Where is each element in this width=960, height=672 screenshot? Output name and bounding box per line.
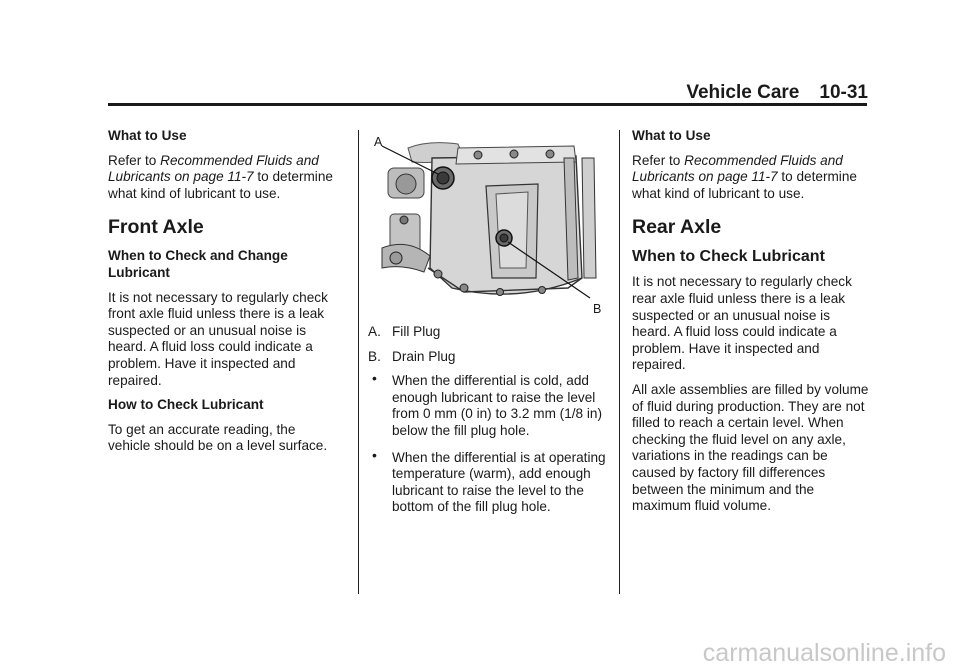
what-to-use-heading: What to Use: [632, 128, 711, 143]
how-to-check-heading: How to Check Lubricant: [108, 397, 264, 413]
callout-a: A: [374, 135, 383, 149]
caption-drain-plug: [368, 349, 608, 366]
section-title: Vehicle Care: [686, 82, 800, 103]
bullet-item-warm: [368, 446, 608, 516]
column-divider-2: [619, 130, 620, 594]
bullet-text: When the differential is cold, add enough lubricant to raise the level from 0 mm (0 in) to 3.2 mm (1/8 in) below the fill plug hole.: [392, 373, 602, 438]
watermark: carmanualsonline.info: [702, 639, 946, 667]
how-to-check-paragraph: To get an accurate reading, the vehicle should be on a level surface.: [108, 421, 328, 454]
caption-fill-plug: [368, 324, 608, 341]
axle-assemblies-paragraph: All axle assemblies are filled by volume of fluid during production. They are not filled to reach a certain level. When checking the fluid level on any axle, variations in the readings can be caused by factory fill differences between the minimum and the maximum fluid volume.: [632, 381, 869, 514]
callout-b: B: [593, 302, 602, 316]
text-span: to determine what kind of lubricant to use.: [632, 169, 857, 201]
running-header: [686, 82, 868, 104]
cross-reference-link[interactable]: Recommended Fluids and Lubricants on page 11-7: [632, 152, 843, 185]
when-to-check-heading: When to Check Lubricant: [632, 248, 825, 266]
caption-letter: A.: [368, 324, 381, 339]
what-to-use-heading: What to Use: [108, 128, 187, 143]
bullet-item-cold: [368, 370, 608, 439]
what-to-use-paragraph: [632, 153, 872, 203]
header-rule: [108, 103, 867, 106]
text-span: Refer to: [632, 152, 685, 168]
when-to-check-heading: When to Check and Change Lubricant: [108, 248, 288, 280]
when-to-check-paragraph: It is not necessary to regularly check front axle fluid unless there is a leak suspected or an unusual noise is heard. A fluid loss could indicate a problem. Have it inspected and repaired.: [108, 289, 328, 388]
bullet-icon: •: [372, 370, 377, 387]
bullet-icon: •: [372, 446, 377, 463]
page-number: 10-31: [819, 82, 868, 103]
caption-text: Fill Plug: [392, 324, 441, 339]
text-span: to determine what kind of lubricant to use.: [108, 169, 333, 201]
front-axle-heading: Front Axle: [108, 216, 204, 239]
cross-reference-link[interactable]: Recommended Fluids and Lubricants on page 11-7: [108, 152, 319, 185]
bullet-text: When the differential is at operating temperature (warm), add enough lubricant to raise the level to the bottom of the fill plug hole.: [392, 449, 606, 515]
column-divider-1: [358, 130, 359, 594]
column-left: [108, 128, 340, 463]
column-right: [632, 128, 872, 523]
page-header: [0, 0, 960, 104]
caption-letter: B.: [368, 348, 381, 364]
text-span: Refer to: [108, 152, 161, 168]
column-middle: [368, 128, 608, 526]
what-to-use-paragraph: [108, 153, 340, 203]
axle-drawing: [368, 128, 600, 314]
rear-axle-heading: Rear Axle: [632, 216, 722, 239]
when-to-check-paragraph: It is not necessary to regularly check rear axle fluid unless there is a leak suspected or an unusual noise is heard. A fluid loss could indicate a problem. Have it inspected and repaired.: [632, 274, 852, 373]
caption-text: Drain Plug: [392, 348, 456, 364]
axle-illustration: [368, 128, 600, 314]
